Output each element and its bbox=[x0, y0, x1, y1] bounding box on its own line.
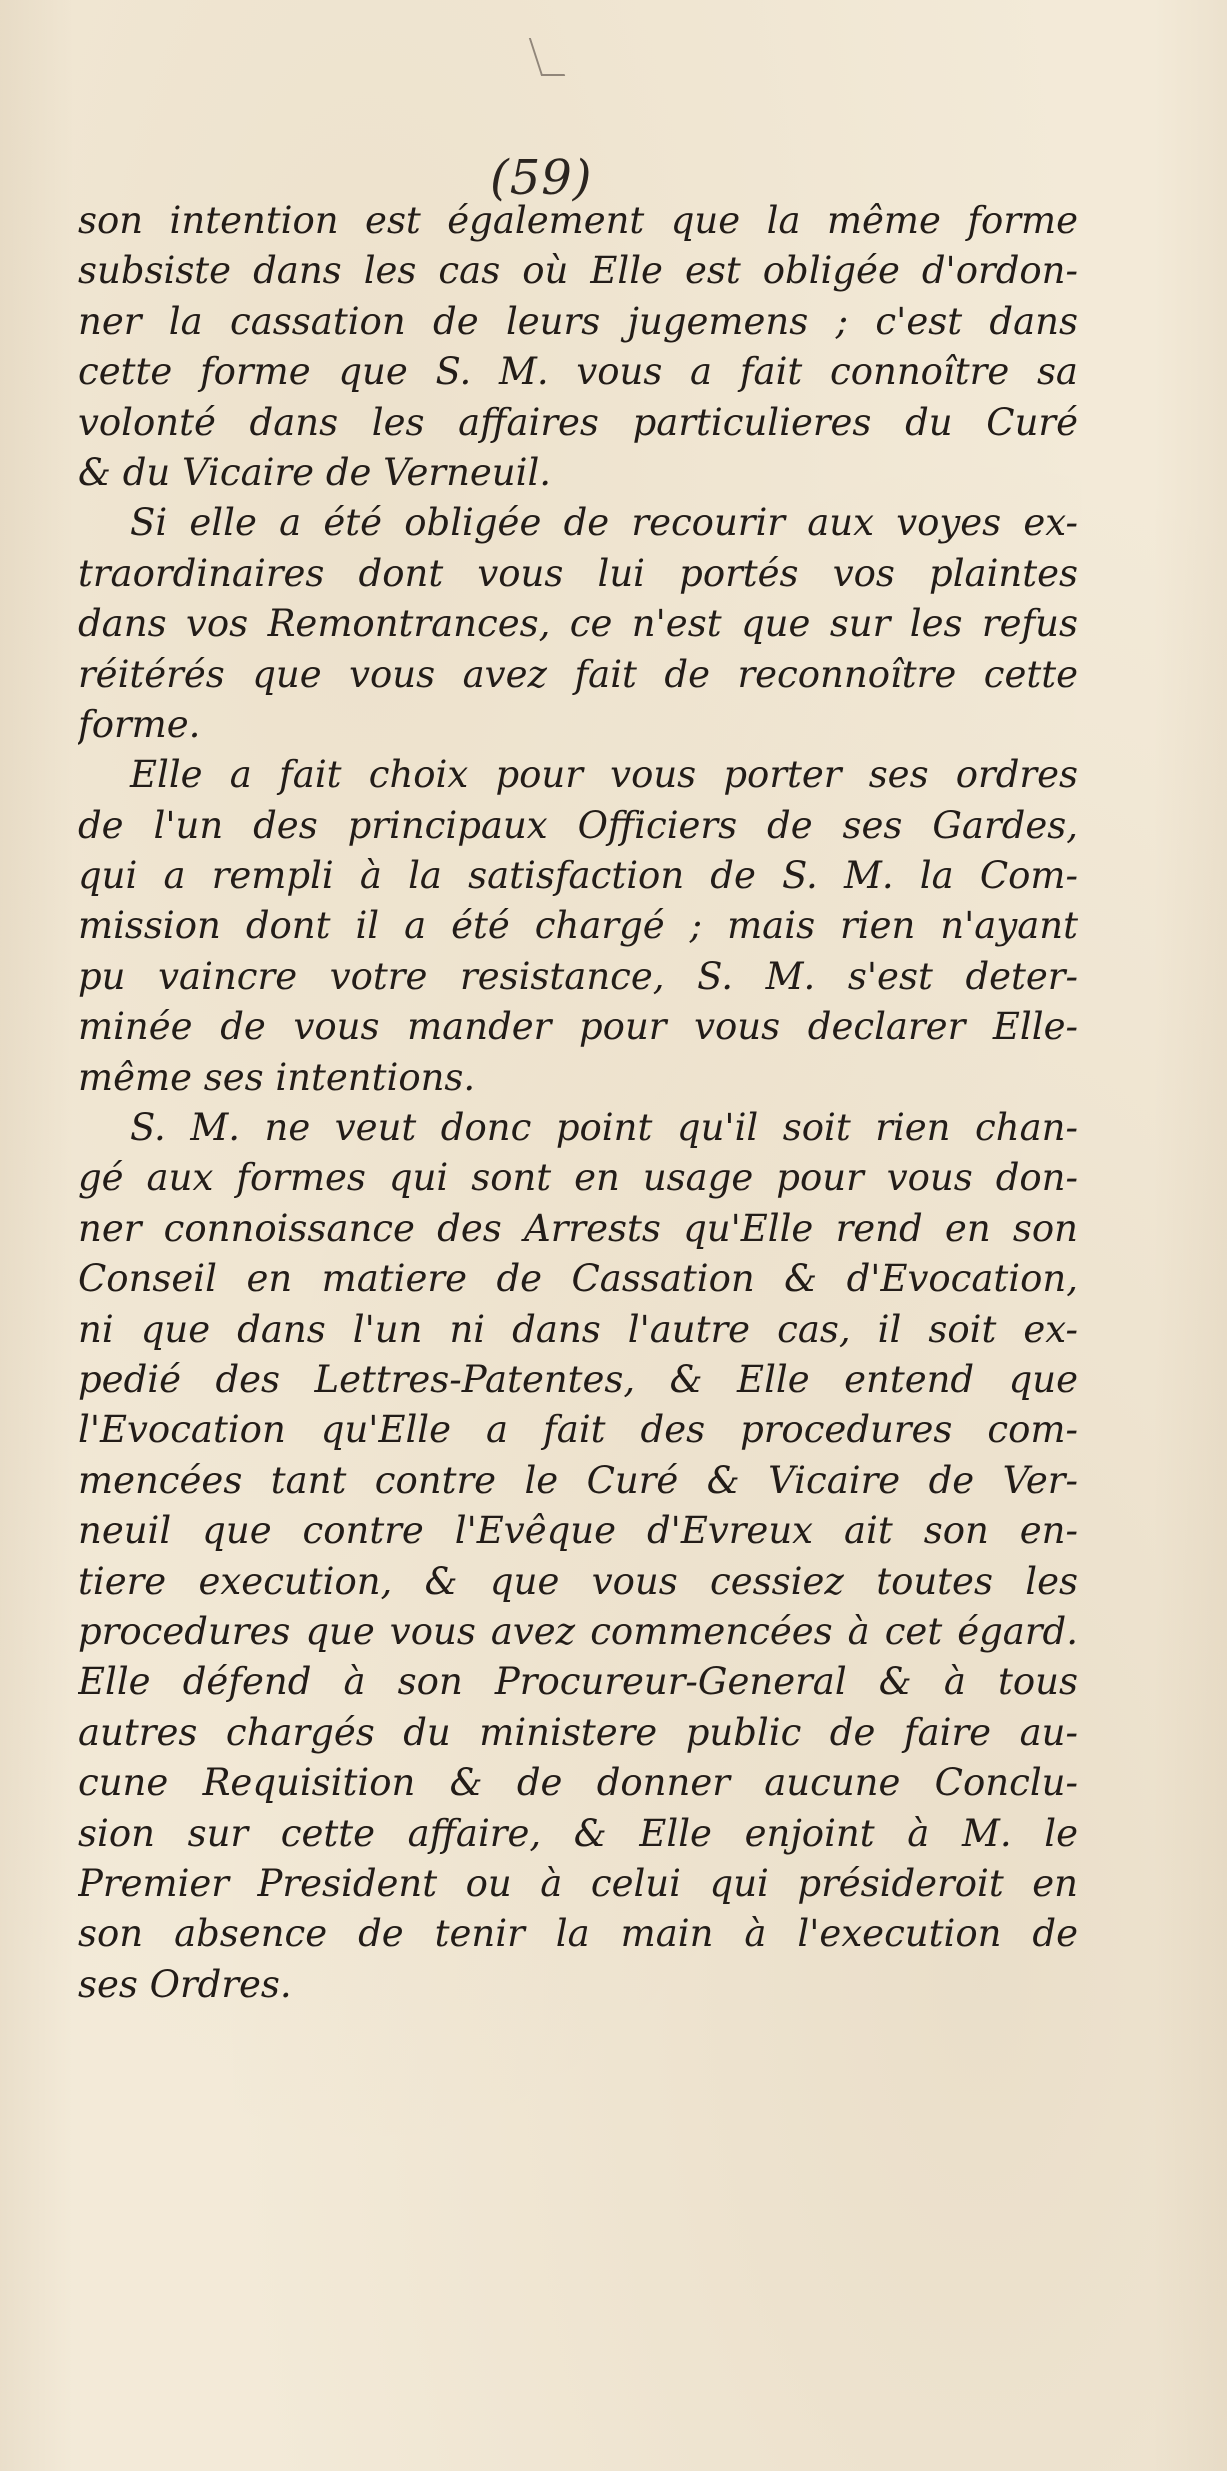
text-line: & du Vicaire de Verneuil. bbox=[78, 450, 552, 494]
text-line: forme. bbox=[78, 702, 201, 746]
text-line: S. M. ne veut donc point qu'il soit rien chan- bbox=[130, 1106, 1078, 1150]
text-line: dans vos Remontrances, ce n'est que sur les refus bbox=[78, 602, 1078, 646]
text-line: autres chargés du ministere public de faire au- bbox=[78, 1710, 1078, 1754]
text-line: l'Evocation qu'Elle a fait des procedures com- bbox=[78, 1408, 1078, 1452]
text-line: cette forme que S. M. vous a fait connoître sa bbox=[78, 350, 1078, 394]
page-number: (59) bbox=[490, 150, 593, 206]
text-line: sion sur cette affaire, & Elle enjoint à M. le bbox=[78, 1811, 1078, 1855]
text-line: Elle défend à son Procureur-General & à tous bbox=[78, 1660, 1078, 1704]
text-line: ner connoissance des Arrests qu'Elle rend en son bbox=[78, 1206, 1078, 1250]
text-line: subsiste dans les cas où Elle est obligée d'ordon- bbox=[78, 249, 1078, 293]
text-line: Si elle a été obligée de recourir aux voyes ex- bbox=[130, 501, 1078, 545]
text-line: mission dont il a été chargé ; mais rien n'ayant bbox=[78, 904, 1078, 948]
text-line: même ses intentions. bbox=[78, 1055, 476, 1099]
text-line: procedures que vous avez commencées à cet égard. bbox=[78, 1609, 1078, 1653]
text-line: mencées tant contre le Curé & Vicaire de Ver- bbox=[78, 1458, 1078, 1502]
text-line: pedié des Lettres-Patentes, & Elle entend que bbox=[78, 1357, 1078, 1401]
text-line: de l'un des principaux Officiers de ses Gardes, bbox=[78, 803, 1078, 847]
text-line: son intention est également que la même forme bbox=[78, 199, 1078, 242]
text-line: traordinaires dont vous lui portés vos plaintes bbox=[78, 551, 1078, 595]
pen-mark bbox=[529, 38, 565, 76]
text-line: ner la cassation de leurs jugemens ; c'est dans bbox=[78, 299, 1078, 343]
text-line: Elle a fait choix pour vous porter ses ordres bbox=[130, 753, 1078, 797]
text-line: pu vaincre votre resistance, S. M. s'est deter- bbox=[78, 954, 1078, 998]
text-line: Premier President ou à celui qui présideroit en bbox=[78, 1861, 1078, 1905]
body-text bbox=[78, 196, 1078, 2010]
text-line: cune Requisition & de donner aucune Conclu- bbox=[78, 1761, 1078, 1805]
text-line: volonté dans les affaires particulieres du Curé bbox=[78, 400, 1078, 444]
text-line: gé aux formes qui sont en usage pour vous don- bbox=[78, 1156, 1078, 1200]
text-line: tiere execution, & que vous cessiez toutes les bbox=[78, 1559, 1078, 1603]
text-line: réitérés que vous avez fait de reconnoître cette bbox=[78, 652, 1078, 696]
text-line: ni que dans l'un ni dans l'autre cas, il soit ex- bbox=[78, 1307, 1078, 1351]
text-line: qui a rempli à la satisfaction de S. M. la Com- bbox=[78, 854, 1078, 898]
text-line: minée de vous mander pour vous declarer Elle- bbox=[78, 1005, 1078, 1049]
text-line: ses Ordres. bbox=[78, 1962, 292, 2006]
text-line: Conseil en matiere de Cassation & d'Evocation, bbox=[78, 1257, 1078, 1301]
text-line: son absence de tenir la main à l'execution de bbox=[78, 1912, 1078, 1956]
text-line: neuil que contre l'Evêque d'Evreux ait son en- bbox=[78, 1509, 1078, 1553]
